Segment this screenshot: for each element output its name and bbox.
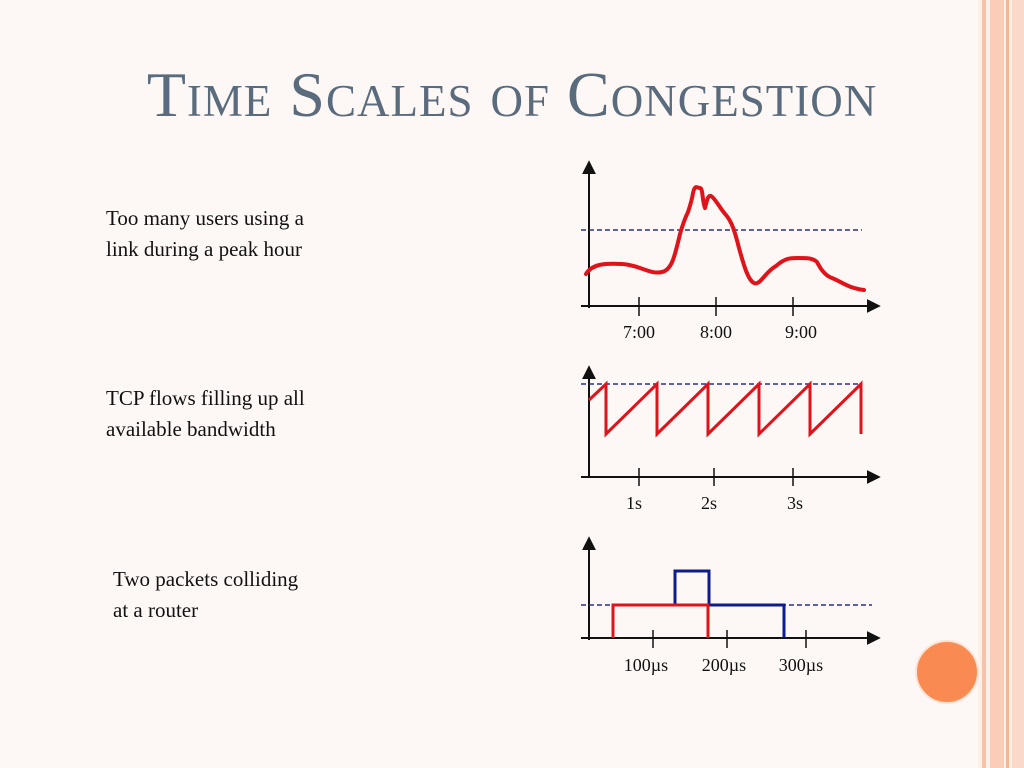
tcp-flows-tick-label-1: 1s [625,493,643,513]
packet-collision-red-packet [613,605,708,638]
peak-hour-diagram [581,163,878,342]
tcp-flows-tick-label-3: 3s [786,493,804,513]
peak-hour-traffic-curve [586,187,864,290]
peak-hour-tick-label-2: 8:00 [699,322,733,342]
row3-description-line2: at a router [113,598,199,622]
row1-description-line2: link during a peak hour [106,237,302,261]
row2-description-line2: available bandwidth [106,417,276,441]
packet-collision-tick-label-1: 100µs [623,655,669,675]
peak-hour-tick-label-3: 9:00 [784,322,818,342]
tcp-flows-diagram [581,368,878,513]
peak-hour-tick-label-1: 7:00 [622,322,656,342]
row2-description-line1: TCP flows filling up all [106,386,305,410]
tcp-flows-tick-label-2: 2s [700,493,718,513]
packet-collision-tick-label-2: 200µs [701,655,747,675]
packet-collision-tick-label-3: 300µs [778,655,824,675]
decorative-orange-circle [915,640,979,704]
slide-title: Time Scales of Congestion [146,59,878,130]
row1-description-line1: Too many users using a [106,206,305,230]
packet-collision-diagram [581,539,878,675]
tcp-flows-sawtooth [589,384,861,434]
row3-description-line1: Two packets colliding [113,567,299,591]
